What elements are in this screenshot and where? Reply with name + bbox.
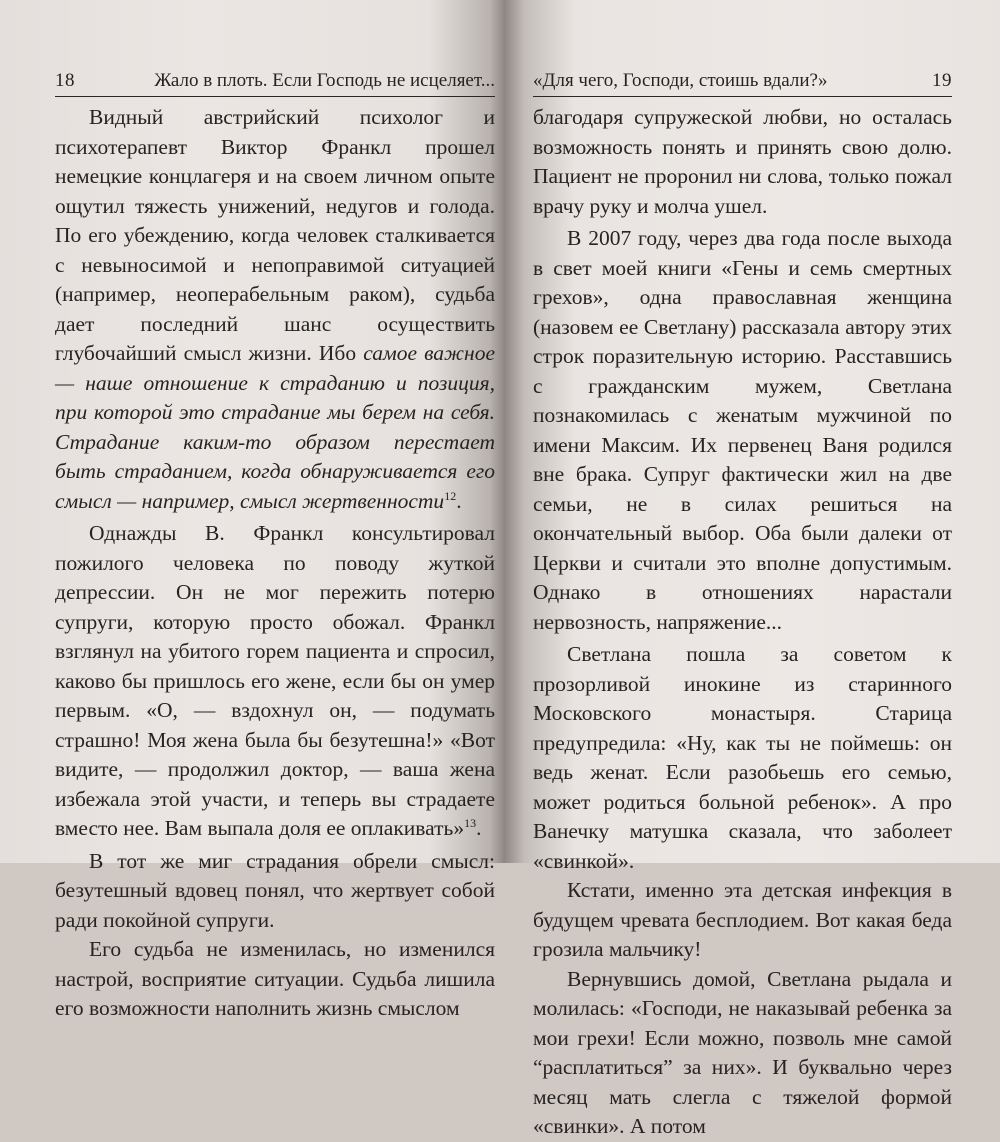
footnote-ref-12: 12: [444, 488, 457, 503]
footnote-ref-13: 13: [464, 816, 477, 830]
left-paragraph-2: [55, 519, 495, 844]
right-paragraph-5: Вернувшись домой, Светлана рыдала и молилась: «Господи, не наказывай ребенка за мои грехи! Если можно, позволь мне самой “расплатиться” за них». И буквально через месяц мать слегла с тяжелой формой «свинки». А потом: [533, 966, 952, 1138]
left-running-head: [55, 70, 495, 97]
left-paragraph-3: В тот же миг страдания обрели смысл: безутешный вдовец понял, что жертвует собой ради покойной супруги.: [55, 848, 495, 932]
left-page-number: 18: [55, 70, 75, 91]
right-page: [505, 0, 1000, 1138]
right-running-title: «Для чего, Господи, стоишь вдали?»: [533, 70, 828, 91]
right-paragraph-2: В 2007 году, через два года после выхода в свет моей книги «Гены и семь смертных грехов», одна православная женщина (назовем ее Светлану) рассказала автору этих строк поразительную историю. Расставшись с гражданским мужем, Светлана познакомилась с женатым мужчиной по имени Максим. Их первенец Ваня родился вне брака. Супруг фактически жил на две семьи, не в силах решиться на окончательный выбор. Оба были далеки от Церкви и считали это вполне допустимым. Однако в отношениях нарастали нервозность, напряжение...: [533, 226, 952, 634]
left-paragraph-1-italic: самое важное — наше отношение к страданию и позиция, при которой это страдание мы берем на себя. Страдание каким-то образом перестает быть страданием, когда обнаруживается его смысл — например, смысл жертвенности: [55, 341, 495, 513]
right-paragraph-1: благодаря супружеской любви, но осталась возможность понять и принять свою долю. Пациент не проронил ни слова, только пожал врачу руку и молча ушел.: [533, 105, 952, 218]
right-paragraph-4: Кстати, именно эта детская инфекция в будущем чревата бесплодием. Вот какая беда грозила мальчику!: [533, 878, 952, 961]
left-paragraph-2-text: Однажды В. Франкл консультировал пожилого человека по поводу жуткой депрессии. Он не мог пережить потерю супруги, которую просто обожал. Франкл взглянул на убитого горем пациента и спросил, каково бы пришлось его жене, если бы он умер первым. «О, — вздохнул он, — подумать страшно! Моя жена была бы безутешна!» «Вот видите, — продолжил доктор, — ваша жена избежала этой участи, и теперь вы страдаете вместо нее. Вам выпала доля ее оплакивать»: [55, 521, 495, 840]
right-page-text: [533, 103, 952, 1142]
left-paragraph-2-end: .: [476, 816, 482, 840]
left-paragraph-4: Его судьба не изменилась, но изменился настрой, восприятие ситуации. Судьба лишила его возможности наполнить жизнь смыслом: [55, 937, 495, 1020]
right-running-head: [533, 70, 952, 97]
left-paragraph-1: [55, 103, 495, 516]
left-paragraph-1-text: Видный австрийский психолог и психотерапевт Виктор Франкл прошел немецкие концлагеря и на своем личном опыте ощутил тяжесть унижений, недугов и голода. По его убеждению, когда человек сталкивается с невыносимой и непоправимой ситуацией (например, неоперабельным раком), судьба дает последний шанс осуществить глубочайший смысл жизни. Ибо: [55, 105, 495, 365]
right-page-number: 19: [932, 70, 952, 91]
left-page: [0, 0, 505, 1020]
right-paragraph-3: Светлана пошла за советом к прозорливой инокине из старинного Московского монастыря. Старица предупредила: «Ну, как ты не поймешь: он ведь женат. Если разобьешь его семью, может родиться больной ребенок». А про Ванечку матушка сказала, что заболеет «свинкой».: [533, 642, 952, 873]
left-paragraph-1-end: .: [456, 488, 462, 513]
left-page-text: [55, 103, 495, 1024]
left-running-title: Жало в плоть. Если Господь не исцеляет...: [154, 70, 495, 91]
